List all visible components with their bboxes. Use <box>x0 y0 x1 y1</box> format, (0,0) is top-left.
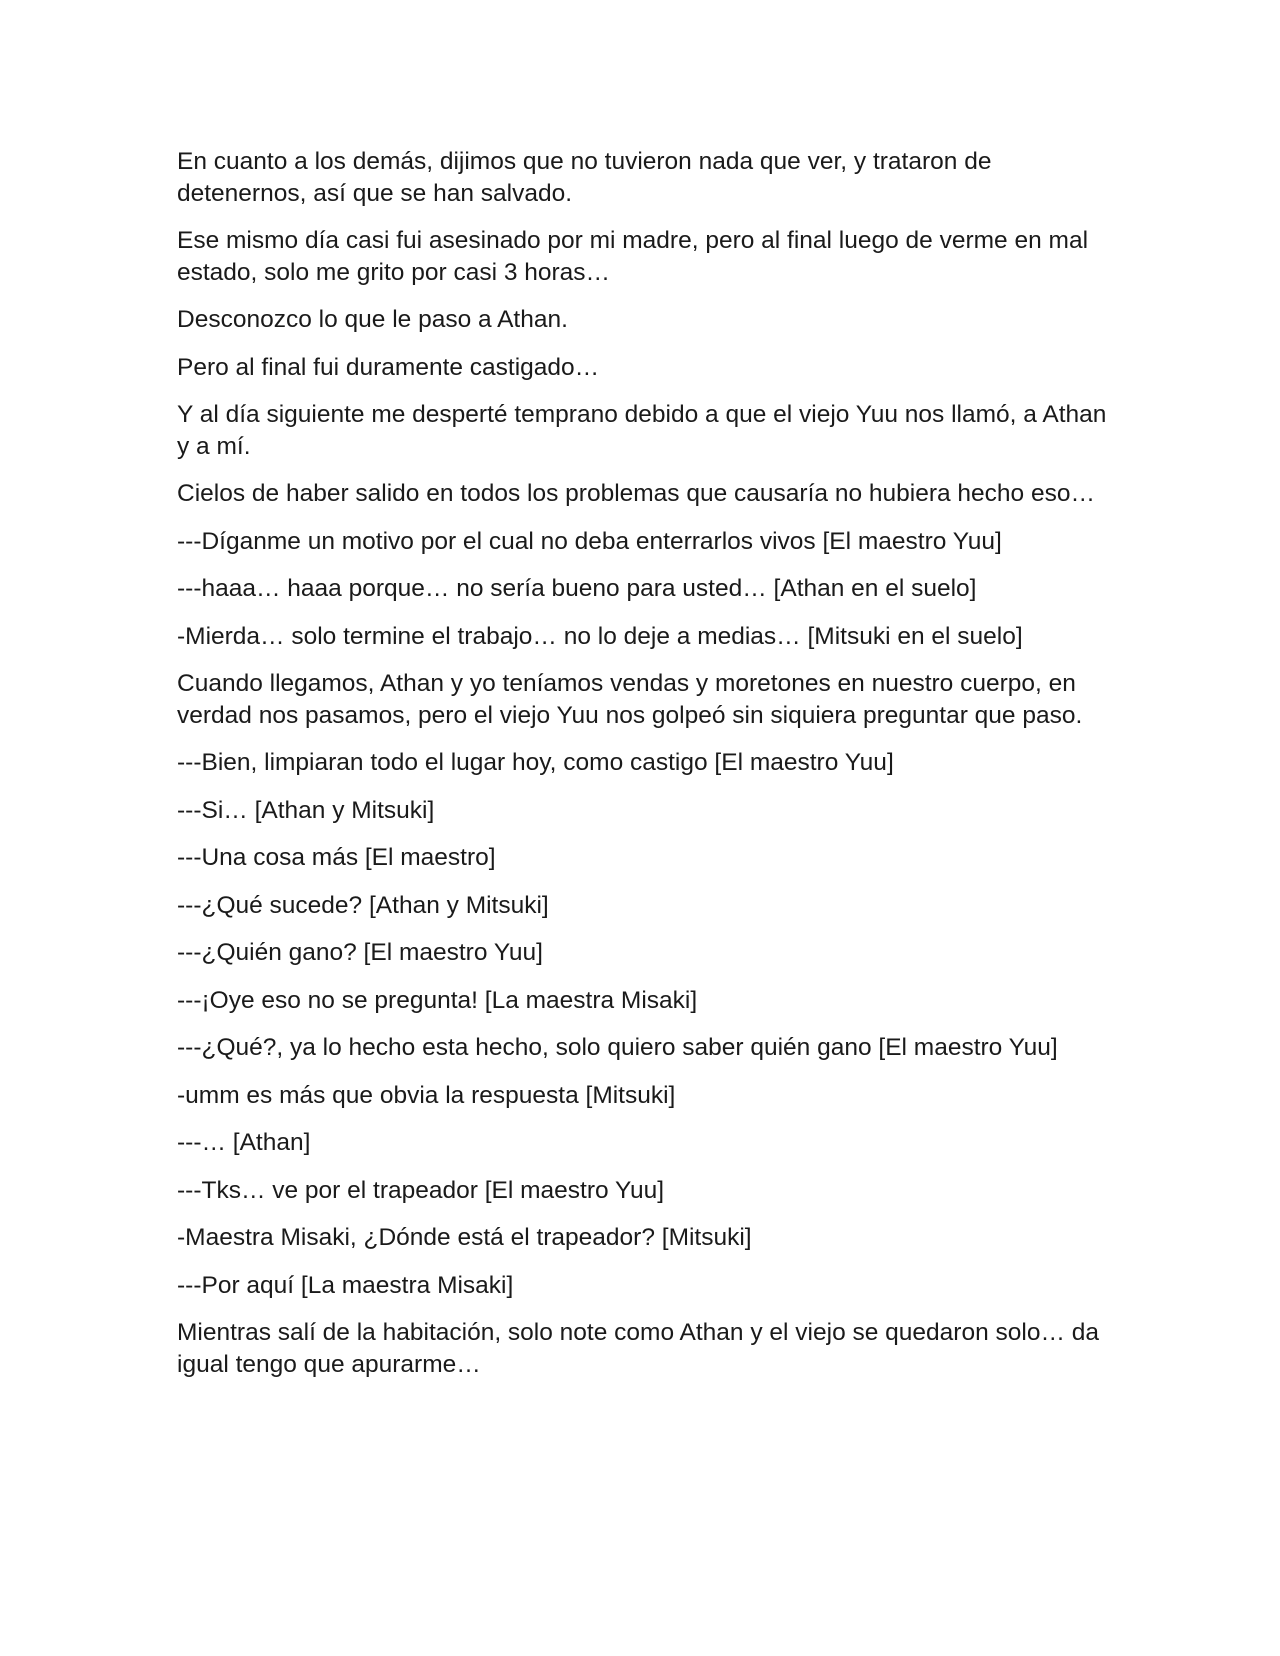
paragraph: En cuanto a los demás, dijimos que no tuvieron nada que ver, y trataron de detenernos, así que se han salvado. <box>177 148 999 207</box>
dialogue-line: ---¡Oye eso no se pregunta! [La maestra Misaki] <box>177 986 698 1014</box>
dialogue-line: ---¿Quién gano? [El maestro Yuu] <box>177 939 543 966</box>
dialogue-line: ---Díganme un motivo por el cual no deba enterrarlos vivos [El maestro Yuu] <box>177 527 1002 555</box>
paragraph: Ese mismo día casi fui asesinado por mi madre, pero al final luego de verme en mal estado, solo me grito por casi 3 horas… <box>177 227 1095 286</box>
dialogue-line: ---Tks… ve por el trapeador [El maestro Yuu] <box>177 1176 665 1204</box>
paragraph: Cielos de haber salido en todos los problemas que causaría no hubiera hecho eso… <box>177 480 1095 507</box>
document-body <box>177 146 1114 1396</box>
dialogue-line: ---Si… [Athan y Mitsuki] <box>177 796 435 824</box>
dialogue-line: -Mierda… solo termine el trabajo… no lo deje a medias… [Mitsuki en el suelo] <box>177 622 1023 650</box>
dialogue-line: ---… [Athan] <box>177 1129 311 1156</box>
paragraph: Y al día siguiente me desperté temprano debido a que el viejo Yuu nos llamó, a Athan y a mí. <box>177 401 1114 460</box>
paragraph: Mientras salí de la habitación, solo note como Athan y el viejo se quedaron solo… da igual tengo que apurarme… <box>177 1319 1106 1378</box>
paragraph: Pero al final fui duramente castigado… <box>177 353 600 381</box>
dialogue-line: ---¿Qué?, ya lo hecho esta hecho, solo quiero saber quién gano [El maestro Yuu] <box>177 1034 1058 1061</box>
dialogue-line: ---Bien, limpiaran todo el lugar hoy, como castigo [El maestro Yuu] <box>177 749 894 776</box>
dialogue-line: ---Por aquí [La maestra Misaki] <box>177 1271 514 1299</box>
dialogue-line: ---¿Qué sucede? [Athan y Mitsuki] <box>177 891 549 919</box>
paragraph: Desconozco lo que le paso a Athan. <box>177 306 568 333</box>
paragraph: Cuando llegamos, Athan y yo teníamos vendas y moretones en nuestro cuerpo, en verdad nos pasamos, pero el viejo Yuu nos golpeó sin siquiera preguntar que paso. <box>177 670 1083 729</box>
dialogue-line: -Maestra Misaki, ¿Dónde está el trapeador? [Mitsuki] <box>177 1224 752 1251</box>
dialogue-line: ---haaa… haaa porque… no sería bueno para usted… [Athan en el suelo] <box>177 575 977 602</box>
dialogue-line: ---Una cosa más [El maestro] <box>177 844 496 871</box>
dialogue-line: -umm es más que obvia la respuesta [Mitsuki] <box>177 1081 676 1109</box>
